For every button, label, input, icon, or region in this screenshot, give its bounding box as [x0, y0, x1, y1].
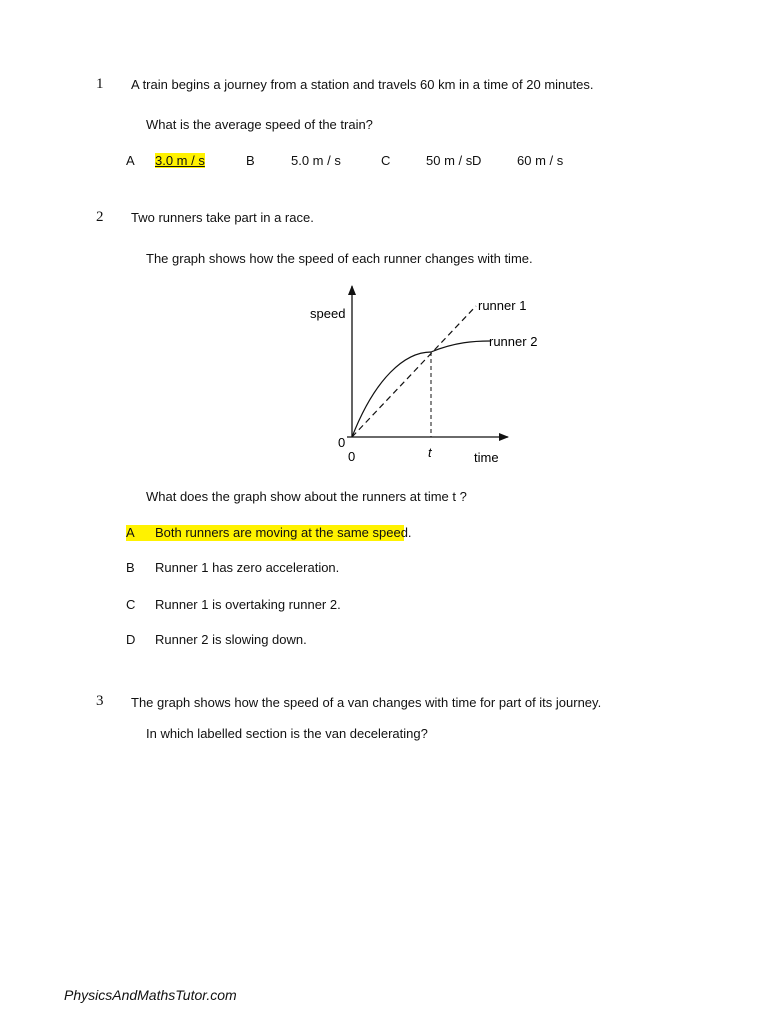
q1-option-b-letter: B [246, 153, 255, 168]
q1-text: A train begins a journey from a station and travels 60 km in a time of 20 minutes. [131, 77, 594, 92]
q1-option-b-value: 5.0 m / s [291, 153, 341, 168]
runner-2-line [352, 341, 490, 437]
q1-option-c-value: 50 m / s [426, 153, 473, 168]
q3-question: In which labelled section is the van decelerating? [146, 726, 428, 741]
origin-y-label: 0 [338, 435, 346, 450]
q2-option-b-text: Runner 1 has zero acceleration. [155, 560, 340, 575]
q1-option-c-letter: C [381, 153, 391, 168]
runner-2-label: runner 2 [489, 334, 538, 349]
q2-option-d-text: Runner 2 is slowing down. [155, 632, 307, 647]
q1-question: What is the average speed of the train? [146, 117, 373, 132]
q2-number: 2 [96, 209, 104, 225]
q3-number: 3 [96, 693, 104, 709]
q3-text: The graph shows how the speed of a van changes with time for part of its journey. [131, 695, 602, 710]
runner-1-line [352, 306, 476, 437]
q2-option-a-text: Both runners are moving at the same speed. [155, 525, 412, 540]
q1-option-d-letter: D [472, 153, 482, 168]
q2-option-b-letter: B [126, 560, 135, 575]
q2-text: Two runners take part in a race. [131, 210, 314, 225]
time-t-label: t [428, 445, 432, 460]
q2-option-c-text: Runner 1 is overtaking runner 2. [155, 597, 341, 612]
y-axis-label: speed [310, 306, 346, 321]
x-axis-label: time [474, 450, 499, 465]
origin-x-label: 0 [348, 449, 356, 464]
runner-1-label: runner 1 [478, 298, 527, 313]
q2-intro: The graph shows how the speed of each runner changes with time. [146, 251, 533, 266]
footer-site-name: PhysicsAndMathsTutor.com [64, 987, 237, 1003]
q2-question: What does the graph show about the runners at time t ? [146, 489, 467, 504]
q1-number: 1 [96, 76, 104, 92]
q2-option-d-letter: D [126, 632, 136, 647]
q2-speed-time-graph [290, 278, 560, 473]
q1-option-a-value: 3.0 m / s [155, 153, 205, 168]
q2-option-c-letter: C [126, 597, 136, 612]
q1-option-d-value: 60 m / s [517, 153, 564, 168]
q2-option-a-letter: A [126, 525, 135, 540]
q1-option-a-letter: A [126, 153, 135, 168]
